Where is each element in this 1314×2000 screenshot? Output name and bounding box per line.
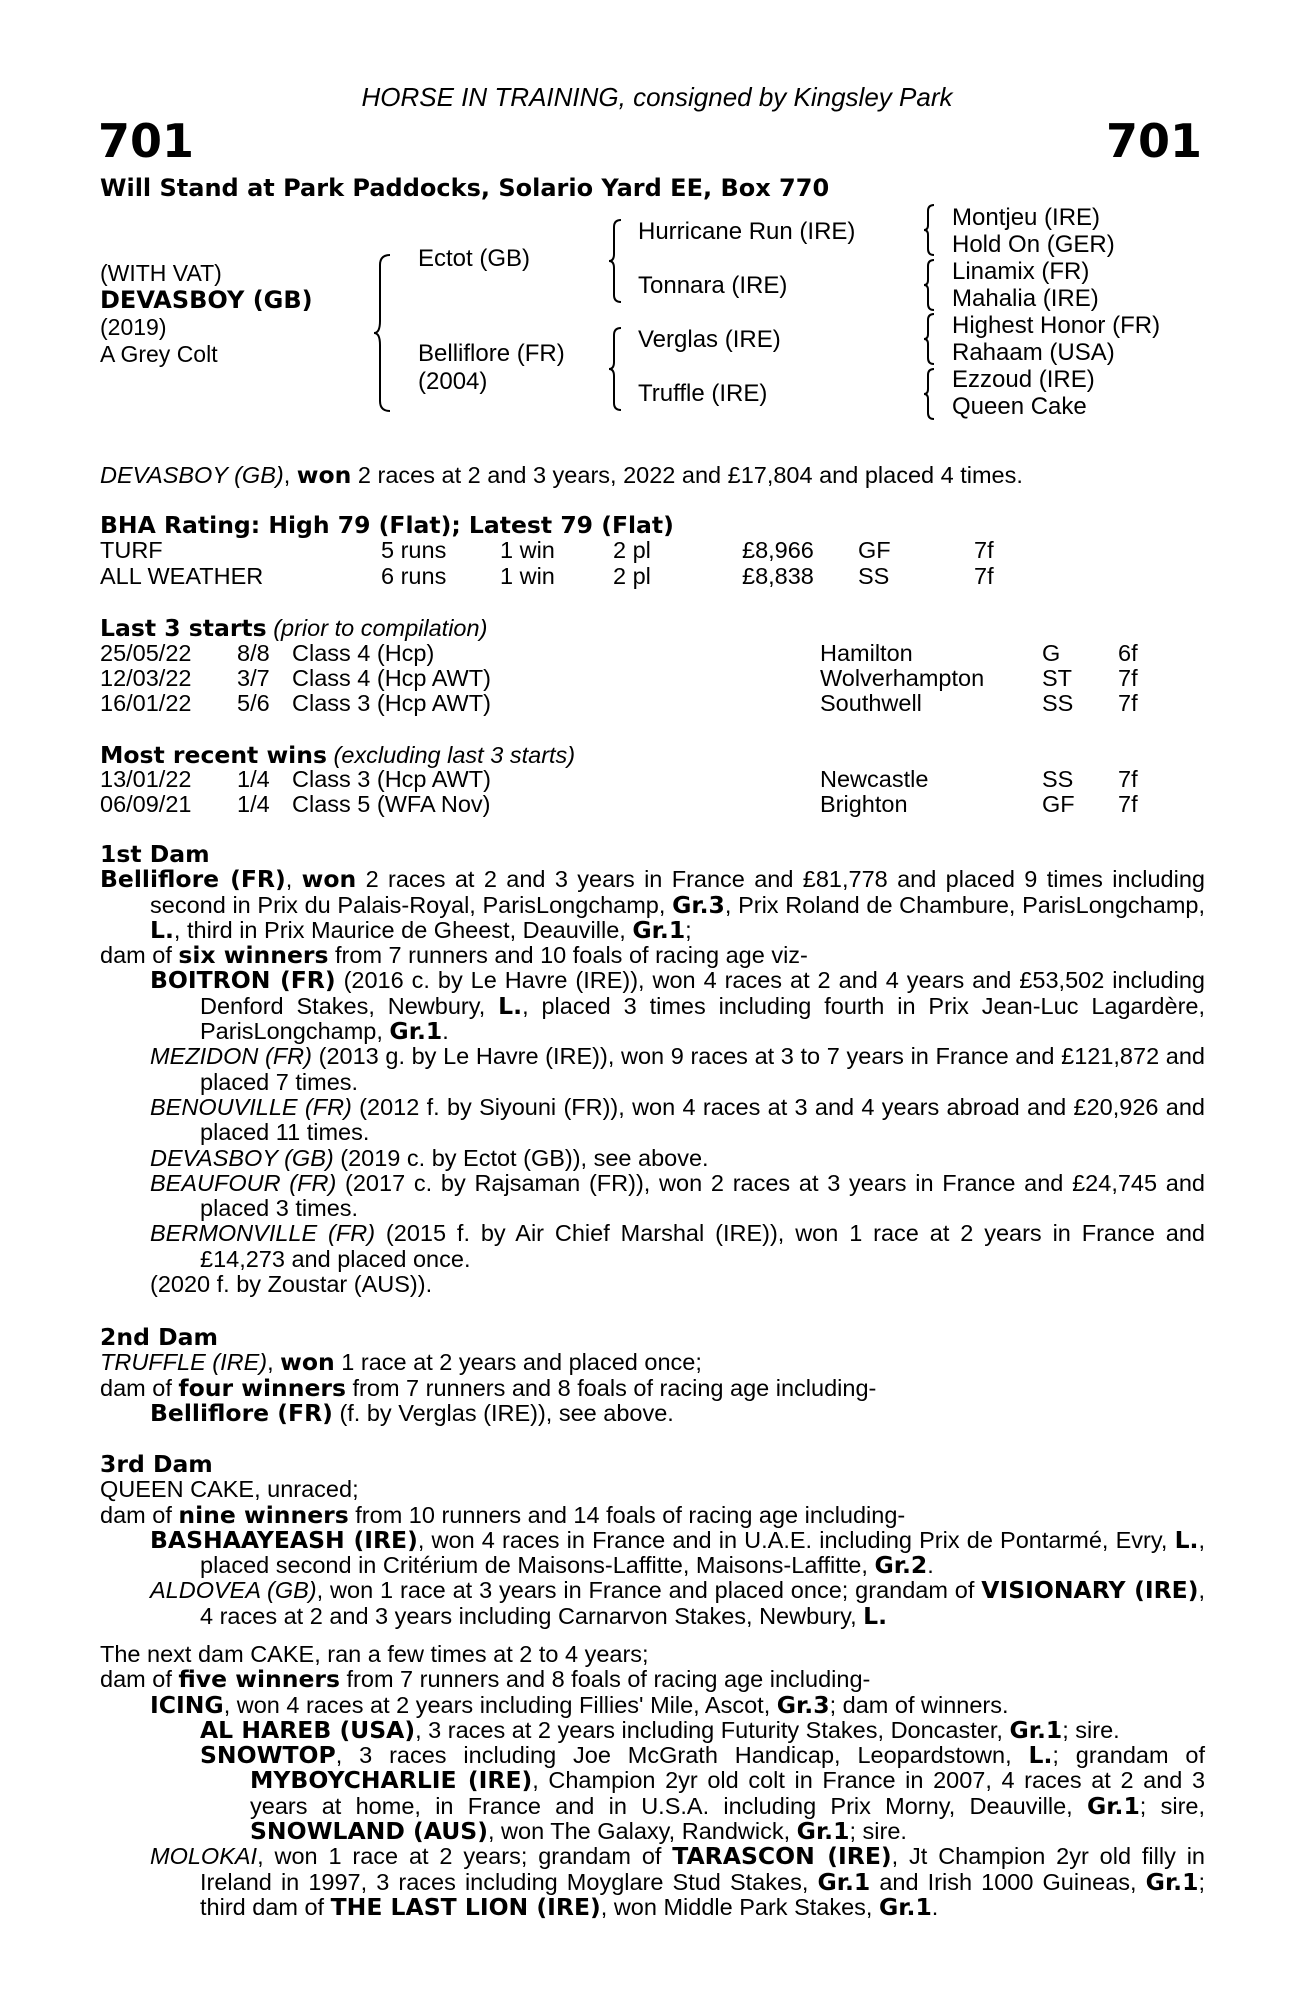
race-date: 12/03/22 (100, 665, 192, 691)
record-text: from 7 runners and 8 foals of racing age including- (346, 1374, 877, 1401)
race-date: 16/01/22 (100, 690, 192, 716)
record-text: (2017 c. by Rajsaman (FR)), won 2 races at 3 years in France and £24,745 and placed 3 times. (200, 1169, 1206, 1222)
rating-placed: 2 pl (613, 537, 651, 563)
listed-label: L. (863, 1601, 888, 1630)
race-class: Class 3 (Hcp AWT) (292, 690, 491, 716)
record-text: ; sire. (1062, 1716, 1120, 1743)
produce-entry: (2020 f. by Zoustar (AUS)). (150, 1271, 433, 1298)
race-date: 25/05/22 (100, 640, 192, 666)
produce-name: BEAUFOUR (FR) (150, 1169, 337, 1196)
second-dam-section (100, 1325, 1205, 1426)
produce-name: ICING (150, 1690, 224, 1719)
produce-entry (100, 1095, 1205, 1146)
produce-name: SNOWTOP (200, 1741, 336, 1770)
rating-runs: 6 runs (381, 563, 447, 589)
last3-heading (100, 614, 1205, 642)
produce-name: AL HAREB (USA) (200, 1715, 416, 1744)
produce-name: DEVASBOY (GB) (150, 1144, 334, 1171)
sire-name: Ectot (GB) (418, 245, 531, 272)
second-dam-heading: 2nd Dam (100, 1323, 218, 1351)
horse-description: A Grey Colt (100, 341, 218, 367)
record-text: , 3 races at 2 years including Futurity Stakes, Doncaster, (415, 1716, 1010, 1743)
third-dam-record: QUEEN CAKE, unraced; (100, 1476, 359, 1503)
record-text: , Jt Champion 2yr old filly in Ireland in 1997, 3 races including Moyglare Stud Stakes, (200, 1843, 1205, 1895)
winners-count: six winners (178, 941, 329, 970)
summary-horse-name: DEVASBOY (GB) (100, 462, 284, 488)
next-dam-record: The next dam CAKE, ran a few times at 2 to 4 years; (100, 1641, 649, 1667)
summary-text: 2 races at 2 and 3 years, 2022 and £17,804 and placed 4 times. (351, 462, 1023, 488)
record-text: , won 1 race at 3 years in France and placed once; grandam of (316, 1577, 982, 1604)
produce-entry (100, 1044, 1205, 1095)
record-text: and Irish 1000 Guineas, (870, 1868, 1146, 1895)
dam-year: (2004) (418, 368, 488, 395)
horse-year: (2019) (100, 314, 167, 340)
produce-entry (100, 968, 1205, 1044)
third-dam-section (100, 1452, 1205, 1629)
rating-runs: 5 runs (381, 537, 447, 563)
record-text: . (442, 1018, 449, 1045)
race-course: Hamilton (820, 640, 913, 666)
ddd-name: Queen Cake (952, 393, 1087, 420)
produce-entry (100, 1171, 1205, 1222)
record-text: ; (685, 916, 692, 943)
second-dam-produce-summary (100, 1373, 1205, 1402)
dam-name: TRUFFLE (IRE) (100, 1349, 268, 1376)
race-course: Wolverhampton (820, 665, 985, 691)
produce-name: BOITRON (FR) (150, 966, 336, 995)
rating-title: BHA Rating: High 79 (Flat); Latest 79 (Flat) (100, 511, 674, 539)
record-text: , placed 3 times including fourth in Prix Jean-Luc Lagardère, ParisLongchamp, (200, 992, 1205, 1045)
grade-label: Gr.1 (817, 1867, 871, 1896)
race-class: Class 3 (Hcp AWT) (292, 766, 491, 792)
grade-label: Gr.3 (672, 890, 725, 919)
rating-going: GF (858, 537, 891, 563)
record-text: , Champion 2yr old colt in France in 2007, 4 races at 2 and 3 years at home, in France and in U.S.A. including Prix Morny, Deauville, (250, 1767, 1206, 1819)
record-text: . (931, 1893, 939, 1920)
record-text: ; sire. (849, 1818, 907, 1845)
record-text: , won 1 race at 2 years; grandam of (257, 1843, 673, 1870)
first-dam-heading: 1st Dam (100, 840, 210, 868)
first-dam-produce-summary (100, 943, 1205, 968)
first-dam-record: Belliflore (FR), won 2 races at 2 and 3 years in France and £81,778 and placed 9 times including second in Prix du Palais-Royal, ParisLongchamp, Gr.3, Prix Roland de Chambure, ParisLongchamp, L., third in Prix Maurice de Gheest, Deauville, Gr.1; (100, 865, 1205, 944)
summary-won: won (296, 461, 352, 489)
race-course: Newcastle (820, 766, 929, 792)
grade-label: Gr.1 (1145, 1867, 1199, 1896)
record-text: dam of (100, 942, 179, 969)
record-text: , 4 races at 2 and 3 years including Carnarvon Stakes, Newbury, (200, 1577, 1205, 1629)
winners-count: four winners (178, 1373, 346, 1402)
record-text: dam of (100, 1374, 179, 1401)
won-label: won (301, 865, 357, 894)
rating-wins: 1 win (500, 563, 555, 589)
rating-wins: 1 win (500, 537, 555, 563)
produce-entry (100, 1690, 1205, 1719)
record-text: ; third dam of (200, 1868, 1205, 1920)
grade-label: Gr.1 (1009, 1715, 1063, 1744)
brace-big-icon (372, 253, 394, 413)
record-text: (2012 f. by Siyouni (FR)), won 4 races at 3 and 4 years abroad and £20,926 and placed 11 times. (200, 1093, 1205, 1146)
produce-name: SNOWLAND (AUS) (250, 1817, 488, 1846)
record-text: , 3 races including Joe McGrath Handicap, Leopardstown, (335, 1742, 1029, 1769)
third-dam-heading: 3rd Dam (100, 1450, 213, 1478)
brace-g3-icon (922, 312, 938, 366)
last3-note: (prior to compilation) (273, 615, 488, 641)
third-dam-produce-summary (100, 1500, 1205, 1529)
rating-dist: 7f (974, 537, 994, 563)
brace-g4-icon (922, 367, 938, 421)
record-text: (f. by Verglas (IRE)), see above. (332, 1399, 674, 1426)
record-text: . (927, 1552, 934, 1579)
record-text: dam of (100, 1501, 179, 1528)
ds-name: Verglas (IRE) (638, 326, 781, 353)
record-text: (2016 c. by Le Havre (IRE)), won 4 races at 2 and 4 years and £53,502 including Denford Stakes, Newbury, (200, 967, 1205, 1019)
produce-name: TARASCON (IRE) (672, 1842, 892, 1871)
grade-label: Gr.1 (389, 1017, 443, 1046)
produce-name: BERMONVILLE (FR) (150, 1220, 376, 1247)
record-text: ; grandam of (1052, 1742, 1206, 1769)
brace-g2-icon (922, 258, 938, 312)
rating-dist: 7f (974, 563, 994, 589)
produce-name: Belliflore (FR) (150, 1398, 333, 1427)
race-date: 06/09/21 (100, 791, 192, 817)
race-going: SS (1042, 766, 1074, 792)
produce-entry (100, 1146, 1205, 1171)
dsd-name: Rahaam (USA) (952, 339, 1115, 366)
record-text: from 7 runners and 8 foals of racing age including- (339, 1666, 871, 1693)
record-text: , won 4 races at 2 years including Fillies' Mile, Ascot, (223, 1691, 777, 1718)
vat-label: (WITH VAT) (100, 260, 222, 286)
recent-title: Most recent wins (100, 741, 327, 769)
grade-label: Gr.1 (878, 1892, 932, 1921)
race-position: 1/4 (237, 791, 270, 817)
sss-name: Montjeu (IRE) (952, 204, 1101, 231)
lot-number-right: 701 (1105, 114, 1202, 168)
produce-entry (100, 1525, 1205, 1580)
sdd-name: Mahalia (IRE) (952, 285, 1099, 312)
last3-title: Last 3 starts (100, 614, 267, 642)
record-text: ; dam of winners. (829, 1691, 1009, 1718)
grade-label: Gr.1 (1086, 1791, 1140, 1820)
sds-name: Linamix (FR) (952, 258, 1090, 285)
record-text: , Prix Roland de Chambure, ParisLongchamp, (724, 891, 1205, 918)
listed-label: L. (1174, 1525, 1199, 1554)
produce-entry (100, 1743, 1205, 1844)
second-dam-record: TRUFFLE (IRE), won 1 race at 2 years and placed once; (100, 1348, 702, 1377)
brace-dam-icon (607, 326, 625, 412)
record-text: , won Middle Park Stakes, (600, 1893, 879, 1920)
sd-name: Tonnara (IRE) (638, 272, 788, 299)
listed-label: L. (498, 991, 523, 1020)
dd-name: Truffle (IRE) (638, 380, 768, 407)
recent-note: (excluding last 3 starts) (333, 742, 576, 768)
race-position: 3/7 (237, 665, 270, 691)
listed-label: L. (1028, 1741, 1053, 1770)
produce-name: MEZIDON (FR) (150, 1043, 312, 1070)
race-position: 1/4 (237, 766, 270, 792)
lot-number-left: 701 (98, 114, 195, 168)
first-dam-section (100, 842, 1205, 1297)
race-class: Class 4 (Hcp AWT) (292, 665, 491, 691)
record-text: ; sire, (1139, 1792, 1205, 1819)
rating-surface: TURF (100, 537, 163, 563)
record-text: from 10 runners and 14 foals of racing age including- (348, 1501, 906, 1528)
race-course: Southwell (820, 690, 922, 716)
next-dam-section (100, 1642, 1205, 1920)
grade-label: Gr.3 (776, 1690, 830, 1719)
record-text: , won 4 races in France and in U.A.E. including Prix de Pontarmé, Evry, (417, 1526, 1175, 1553)
brace-g1-icon (922, 203, 938, 257)
race-class: Class 4 (Hcp) (292, 640, 435, 666)
brace-sire-icon (607, 218, 625, 304)
record-text: dam of (100, 1666, 179, 1693)
produce-name: MOLOKAI (150, 1843, 258, 1870)
produce-name: BASHAAYEASH (IRE) (150, 1525, 418, 1554)
record-text: , won The Galaxy, Randwick, (487, 1818, 797, 1845)
rating-placed: 2 pl (613, 563, 651, 589)
winners-count: five winners (178, 1665, 340, 1694)
produce-entry (100, 1715, 1205, 1744)
grade-label: Gr.2 (874, 1551, 928, 1580)
rating-prize: £8,838 (742, 563, 814, 589)
race-going: ST (1042, 665, 1073, 691)
produce-name: THE LAST LION (IRE) (330, 1892, 601, 1921)
ssd-name: Hold On (GER) (952, 231, 1115, 258)
catalogue-header: HORSE IN TRAINING, consigned by Kingsley Park (361, 82, 953, 112)
produce-name: ALDOVEA (GB) (150, 1577, 317, 1604)
race-distance: 6f (1118, 640, 1138, 666)
produce-entry (100, 1221, 1205, 1272)
race-distance: 7f (1118, 690, 1138, 716)
record-text: 1 race at 2 years and placed once; (334, 1349, 702, 1376)
race-course: Brighton (820, 791, 908, 817)
produce-name: VISIONARY (IRE) (981, 1576, 1199, 1605)
race-going: SS (1042, 690, 1074, 716)
record-text: (2019 c. by Ectot (GB)), see above. (333, 1144, 709, 1171)
listed-label: L. (150, 915, 174, 944)
race-distance: 7f (1118, 766, 1138, 792)
race-going: GF (1042, 791, 1075, 817)
grade-label: Gr.1 (796, 1817, 850, 1846)
record-text: (2013 g. by Le Havre (IRE)), won 9 races at 3 to 7 years in France and £121,872 and placed 7 times. (200, 1043, 1205, 1095)
race-position: 8/8 (237, 640, 270, 666)
recent-heading (100, 741, 1205, 769)
race-distance: 7f (1118, 665, 1138, 691)
record-text: , placed second in Critérium de Maisons-Laffitte, Maisons-Laffitte, (200, 1526, 1205, 1579)
record-text: , third in Prix Maurice de Gheest, Deauville, (173, 916, 633, 943)
produce-entry (100, 1578, 1205, 1629)
winners-count: nine winners (178, 1500, 349, 1529)
race-class: Class 5 (WFA Nov) (292, 791, 491, 817)
stand-info: Will Stand at Park Paddocks, Solario Yard EE, Box 770 (100, 174, 830, 202)
race-distance: 7f (1118, 791, 1138, 817)
race-going: G (1042, 640, 1061, 666)
ss-name: Hurricane Run (IRE) (638, 218, 856, 245)
produce-name: MYBOYCHARLIE (IRE) (250, 1766, 533, 1795)
record-text: (2015 f. by Air Chief Marshal (IRE)), won 1 race at 2 years in France and £14,273 and placed once. (200, 1220, 1205, 1272)
horse-name: DEVASBOY (GB) (100, 286, 313, 314)
dds-name: Ezzoud (IRE) (952, 366, 1095, 393)
race-position: 5/6 (237, 690, 270, 716)
won-label: won (280, 1348, 335, 1377)
dss-name: Highest Honor (FR) (952, 312, 1161, 339)
race-summary: DEVASBOY (GB), won 2 races at 2 and 3 years, 2022 and £17,804 and placed 4 times. (100, 461, 1023, 489)
produce-entry (100, 1398, 1205, 1427)
next-dam-produce-summary (100, 1667, 1205, 1692)
rating-going: SS (858, 563, 890, 589)
rating-surface: ALL WEATHER (100, 563, 264, 589)
produce-name: BENOUVILLE (FR) (150, 1093, 352, 1120)
race-date: 13/01/22 (100, 766, 192, 792)
grade-label: Gr.1 (632, 915, 686, 944)
dam-name: Belliflore (FR) (100, 865, 286, 894)
record-text: 2 races at 2 and 3 years in France and £81,778 and placed 9 times including second in Prix du Palais-Royal, ParisLongchamp, (150, 866, 1205, 918)
rating-prize: £8,966 (742, 537, 814, 563)
produce-entry (100, 1844, 1205, 1920)
record-text: from 7 runners and 10 foals of racing age viz- (328, 942, 808, 969)
dam-name: Belliflore (FR) (418, 340, 565, 367)
